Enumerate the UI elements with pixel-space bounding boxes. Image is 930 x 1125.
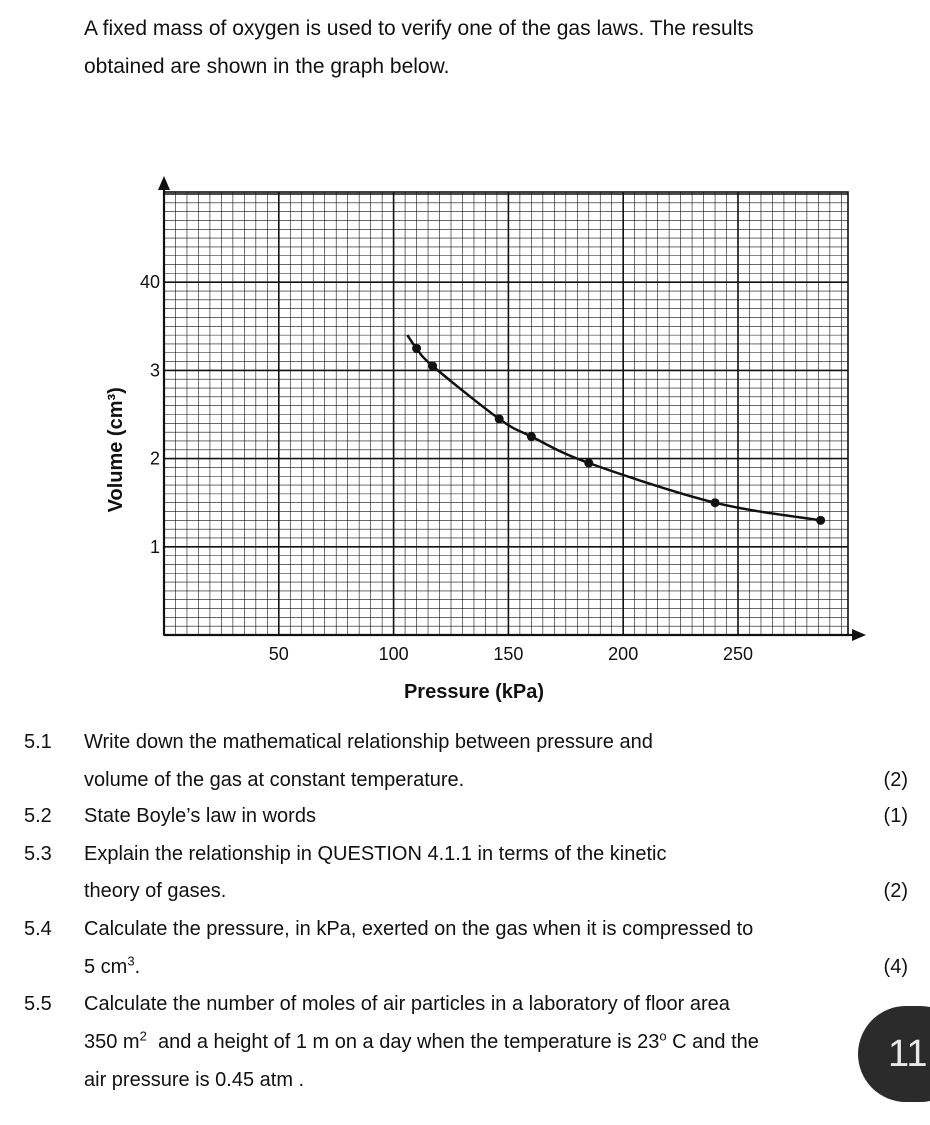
question-text: Write down the mathematical relationship between pressure and — [84, 731, 653, 753]
question-5-2 — [0, 797, 930, 835]
question-5-4 — [0, 910, 930, 948]
y-tick-label: 3 — [149, 360, 160, 381]
graph-grid — [164, 192, 848, 635]
question-number: 5.2 — [24, 805, 52, 827]
data-point — [711, 498, 720, 507]
question-text: volume of the gas at constant temperature. — [84, 769, 465, 791]
data-point — [527, 432, 536, 441]
x-tick-label: 100 — [378, 644, 409, 664]
y-axis-arrow — [158, 176, 170, 190]
intro-line-2: obtained are shown in the graph below. — [84, 55, 450, 78]
question-marks: (2) — [883, 880, 908, 902]
y-tick-label: 40 — [139, 272, 160, 293]
y-tick-label: 1 — [149, 536, 160, 557]
data-point — [412, 344, 421, 353]
question-marks: (1) — [883, 805, 908, 827]
x-tick-label: 150 — [493, 644, 524, 664]
question-number: 5.1 — [24, 731, 52, 753]
y-axis-title: Volume (cm³) — [105, 387, 127, 513]
question-5-5-cont-2 — [0, 1061, 930, 1099]
pressure-volume-graph — [0, 160, 930, 720]
question-text: State Boyle’s law in words — [84, 805, 316, 827]
data-point — [428, 361, 437, 370]
question-5-1 — [0, 723, 930, 761]
data-point — [816, 516, 825, 525]
question-5-1-cont — [0, 761, 930, 799]
question-text: 5 $cm^3$. — [84, 953, 141, 978]
graph-axes — [158, 176, 866, 641]
question-text: 350 $m^2$ and a height of 1 m on a day when the temperature is 23$^o$ C and the — [84, 1028, 759, 1053]
question-marks: (2) — [883, 769, 908, 791]
question-number: 5.5 — [24, 993, 52, 1015]
x-axis-arrow — [852, 629, 866, 641]
x-tick-label: 250 — [722, 644, 754, 664]
question-text: theory of gases. — [84, 880, 227, 902]
question-number: 5.3 — [24, 843, 52, 865]
intro-text — [84, 10, 844, 86]
question-5-5-cont — [0, 1023, 930, 1061]
tick-labels — [140, 272, 753, 664]
question-5-3-cont — [0, 872, 930, 910]
grid-border — [164, 192, 848, 635]
question-number: 5.4 — [24, 918, 52, 940]
question-5-4-cont — [0, 948, 930, 986]
x-axis-title: Pressure (kPa) — [403, 681, 545, 703]
page-number-badge: 11 — [858, 1006, 930, 1102]
question-text: Explain the relationship in QUESTION 4.1.1 in terms of the kinetic — [84, 843, 667, 865]
data-point — [584, 459, 593, 468]
question-text: Calculate the number of moles of air particles in a laboratory of floor area — [84, 993, 730, 1015]
data-point — [495, 414, 504, 423]
intro-line-1: A fixed mass of oxygen is used to verify one of the gas laws. The results — [84, 17, 754, 40]
x-tick-label: 200 — [608, 644, 639, 664]
y-tick-label: 2 — [149, 448, 160, 469]
question-text: Calculate the pressure, in kPa, exerted on the gas when it is compressed to — [84, 918, 754, 940]
x-tick-label: 50 — [268, 644, 289, 664]
question-5-3 — [0, 835, 930, 873]
question-5-5 — [0, 985, 930, 1023]
question-text: air pressure is 0.45 atm . — [84, 1069, 305, 1091]
question-marks: (4) — [883, 956, 908, 978]
data-curve — [407, 335, 820, 520]
